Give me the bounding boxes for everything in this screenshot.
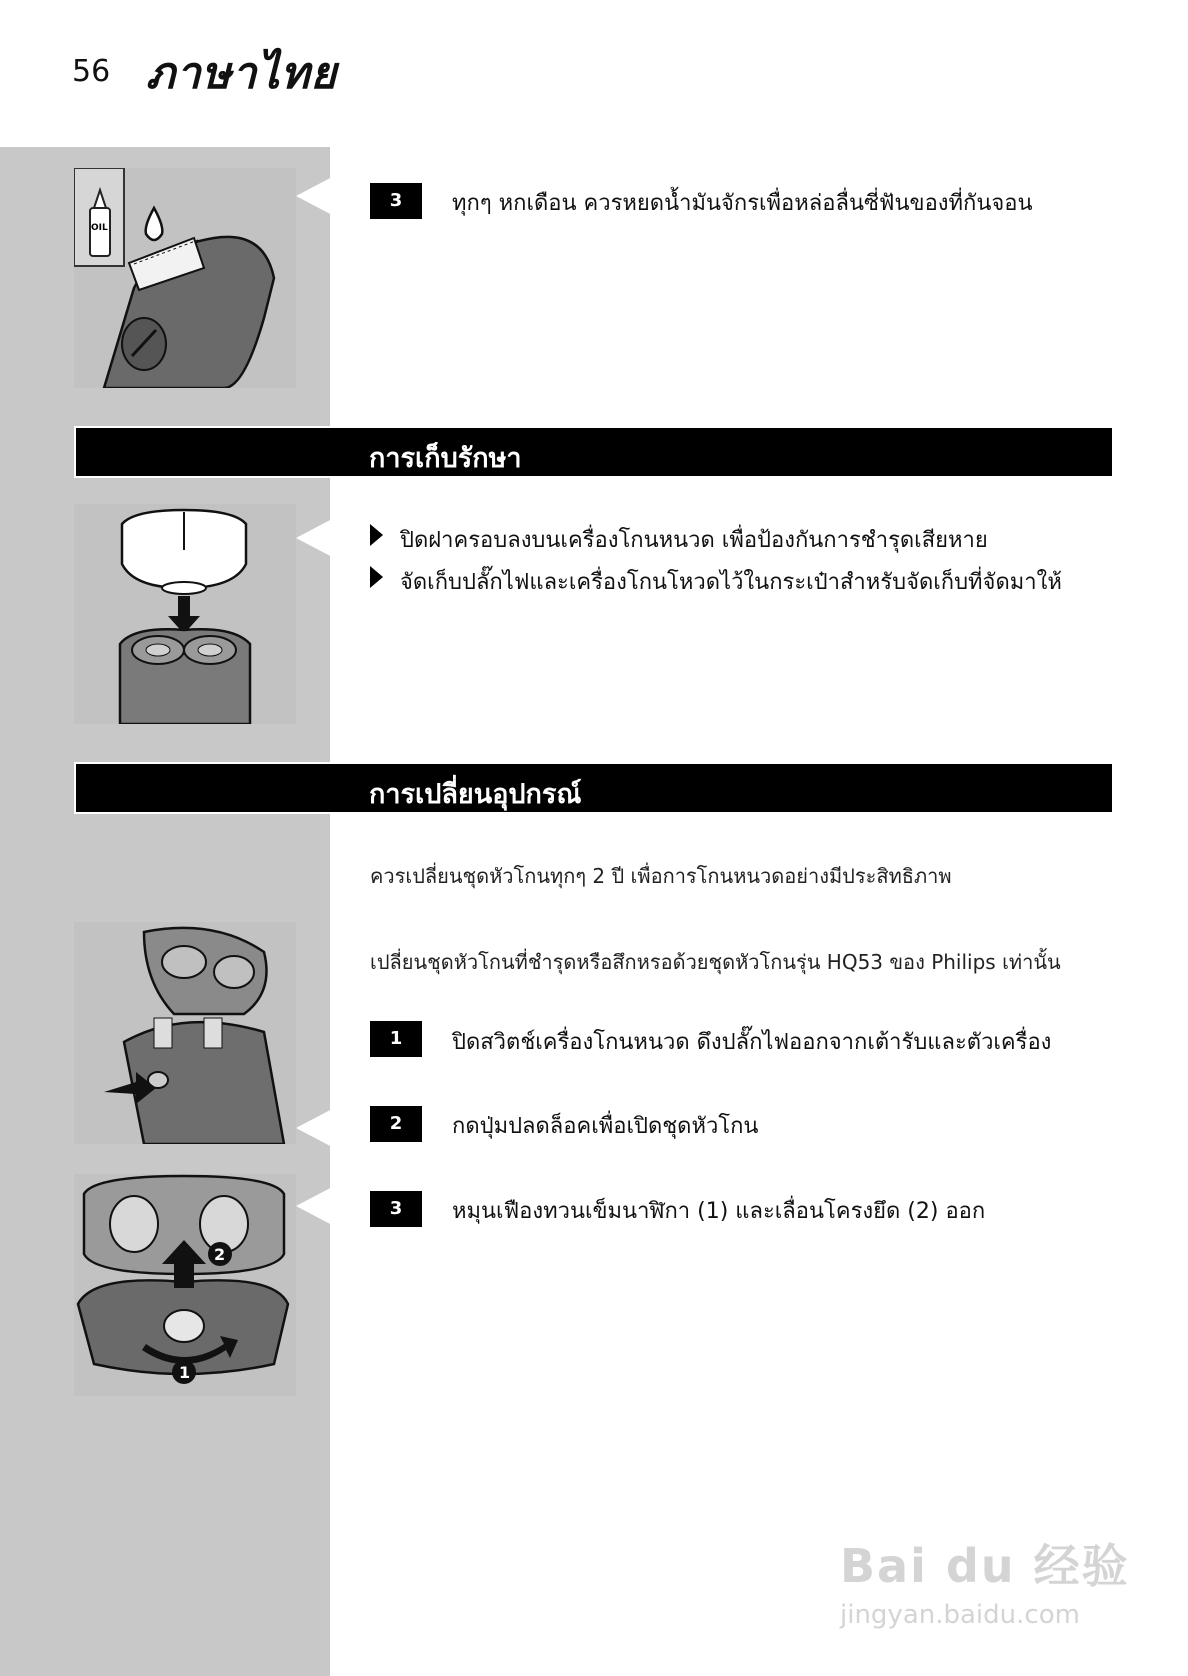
- step-number-box: 3: [370, 1191, 422, 1227]
- bullet-icon: [370, 524, 383, 546]
- callout-pointer: [296, 518, 334, 558]
- step-number-box: 1: [370, 1021, 422, 1057]
- callout-pointer: [296, 1108, 334, 1148]
- callout-number-1: 1: [179, 1363, 191, 1382]
- baidu-watermark: [840, 1530, 1130, 1630]
- storage-section-title: การเก็บรักษา: [369, 443, 522, 474]
- unscrew-retaining-frame-illustration: [74, 1174, 296, 1396]
- callout-number-2: 2: [214, 1245, 226, 1264]
- watermark-url: jingyan.baidu.com: [840, 1600, 1080, 1630]
- replacement-step-3: หมุนเฟืองทวนเข็มนาฬิกา (1) และเลื่อนโครงยึด (2) ออก: [452, 1199, 986, 1224]
- watermark-brand: Bai du 经验: [840, 1539, 1130, 1593]
- open-shaving-unit-illustration: [74, 922, 296, 1144]
- cap-on-shaver-illustration: [74, 504, 296, 724]
- oil-trimmer-illustration: [74, 168, 296, 388]
- replacement-section-title: การเปลี่ยนอุปกรณ์: [369, 779, 582, 810]
- replacement-section-header: [74, 762, 1114, 814]
- replacement-step-2: กดปุ่มปลดล็อคเพื่อเปิดชุดหัวโกน: [452, 1114, 759, 1139]
- replacement-note: เปลี่ยนชุดหัวโกนที่ชำรุดหรือสึกหรอด้วยชุดหัวโกนรุ่น HQ53 ของ Philips เท่านั้น: [370, 950, 1061, 974]
- replacement-step-1: ปิดสวิตช์เครื่องโกนหนวด ดึงปลั๊กไฟออกจากเต้ารับและตัวเครื่อง: [452, 1030, 1052, 1055]
- storage-section-header: [74, 426, 1114, 478]
- callout-pointer: [296, 176, 334, 216]
- oil-label: OIL: [91, 223, 108, 233]
- bullet-icon: [370, 566, 383, 588]
- replacement-intro: ควรเปลี่ยนชุดหัวโกนทุกๆ 2 ปี เพื่อการโกนหนวดอย่างมีประสิทธิภาพ: [370, 864, 952, 888]
- storage-bullet-1: ปิดฝาครอบลงบนเครื่องโกนหนวด เพื่อป้องกันการชำรุดเสียหาย: [400, 528, 988, 553]
- storage-bullet-2: จัดเก็บปลั๊กไฟและเครื่องโกนโหวดไว้ในกระเป๋าสำหรับจัดเก็บที่จัดมาให้: [400, 570, 1062, 595]
- oil-step-text: ทุกๆ หกเดือน ควรหยดน้ำมันจักรเพื่อหล่อลื่นซี่ฟันของที่กันจอน: [452, 191, 1033, 216]
- step-number-box: 3: [370, 183, 422, 219]
- page-number: 56: [72, 54, 111, 89]
- callout-pointer: [296, 1186, 334, 1226]
- page-title: ภาษาไทย: [146, 48, 338, 99]
- step-number-box: 2: [370, 1106, 422, 1142]
